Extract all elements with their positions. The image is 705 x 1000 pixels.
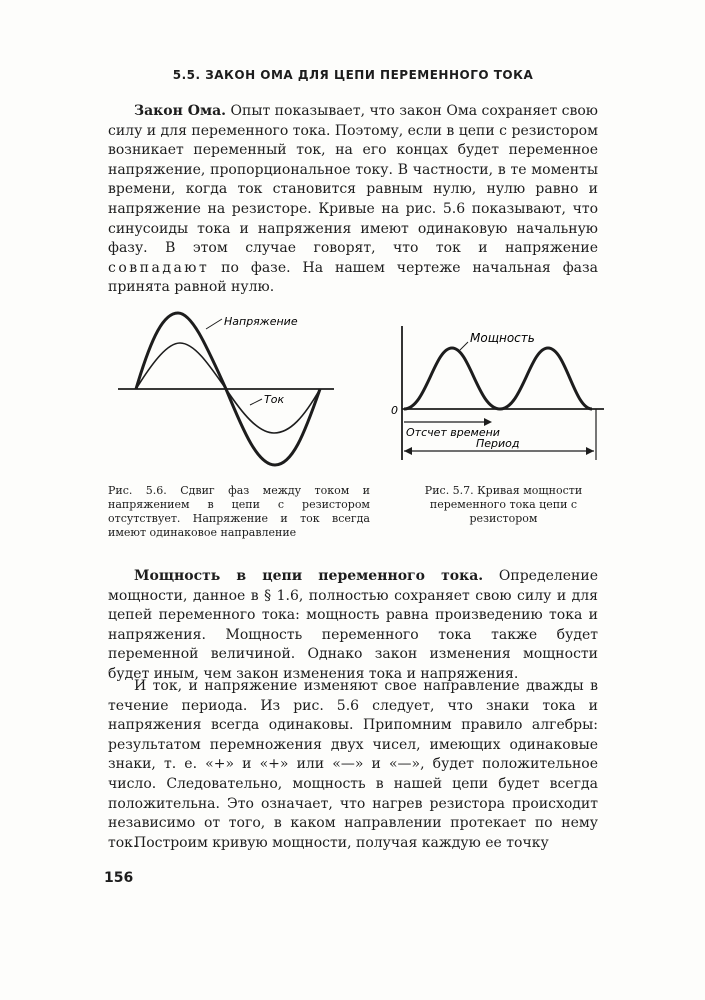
figure-5-7-drawing bbox=[386, 320, 611, 470]
page-number: 156 bbox=[104, 870, 134, 886]
current-curve bbox=[136, 343, 320, 433]
period-arrowhead-left bbox=[404, 447, 412, 455]
power-label: Мощность bbox=[470, 331, 535, 345]
power-curve bbox=[404, 348, 592, 409]
paragraph-sign bbox=[108, 677, 598, 853]
power-title: Мощность в цепи переменного тока. bbox=[134, 568, 484, 584]
current-label: Ток bbox=[264, 393, 285, 406]
paragraph-construction bbox=[108, 834, 598, 854]
period-label: Период bbox=[476, 437, 520, 450]
figure-5-7 bbox=[386, 320, 611, 470]
figure-5-7-caption: Рис. 5.7. Кривая мощности переменного тока цепи с резистором bbox=[424, 484, 583, 525]
figure-5-6-caption: Рис. 5.6. Сдвиг фаз между током и напряжением в цепи с резистором отсутствует. Напряжение и ток всегда имеют одинаковое направление bbox=[108, 484, 370, 539]
time-origin-arrowhead bbox=[484, 418, 492, 426]
figure-5-6-drawing bbox=[112, 305, 337, 475]
voltage-leader bbox=[206, 319, 222, 329]
paragraph-ohm-law bbox=[108, 102, 598, 298]
paragraph-power bbox=[108, 567, 598, 685]
period-arrowhead-right bbox=[586, 447, 594, 455]
origin-zero-label: 0 bbox=[391, 404, 398, 417]
sign-text: И ток, и напряжение изменяют свое направление дважды в течение периода. Из рис. 5.6 следует, что знаки тока и напряжения всегда одинаковы. Припомним правило алгебры: результатом перемножения двух чисел, имеющих одинаковые знаки, т. е. «+» и «+» или «—» и «—», будет положительное число. Следовательно, мощность в нашей цепи будет всегда положительна. Это означает, что нагрев резистора происходит независимо от того, в каком направлении протекает по нему ток. bbox=[108, 678, 598, 851]
section-heading: 5.5. ЗАКОН ОМА ДЛЯ ЦЕПИ ПЕРЕМЕННОГО ТОКА bbox=[172, 68, 534, 82]
ohm-law-text-b: по фазе. На нашем чертеже начальная фаза принята равной нулю. bbox=[108, 259, 598, 296]
power-text: Определение мощности, данное в § 1.6, полностью сохраняет свою силу и для цепей переменного тока: мощность равна произведению тока и напряжения. Мощность переменного тока также будет переменной величиной. Однако закон изменения мощности будет иным, чем закон изменения тока и напряжения. bbox=[108, 568, 598, 682]
construction-text: Построим кривую мощности, получая каждую ее точку bbox=[134, 835, 549, 851]
ohm-law-text-a: Опыт показывает, что закон Ома сохраняет свою силу и для переменного тока. Поэтому, если в цепи с резистором возникает переменный ток, на его концах будет переменное напряжение, пропорциональное току. В частности, в те моменты времени, когда ток становится равным нулю, нулю равно и напряжение на резисторе. Кривые на рис. 5.6 показывают, что синусоиды тока и напряжения имеют одинаковую начальную фазу. В этом случае говорят, что ток и напряжение bbox=[108, 103, 598, 257]
ohm-law-title: Закон Ома. bbox=[134, 103, 227, 119]
current-leader bbox=[250, 399, 262, 405]
figure-5-6 bbox=[112, 305, 337, 475]
time-start-label: Отсчет времени bbox=[406, 426, 500, 439]
ohm-law-spaced-word: совпадают bbox=[108, 259, 210, 276]
voltage-label: Напряжение bbox=[224, 315, 298, 328]
power-leader bbox=[460, 342, 468, 350]
